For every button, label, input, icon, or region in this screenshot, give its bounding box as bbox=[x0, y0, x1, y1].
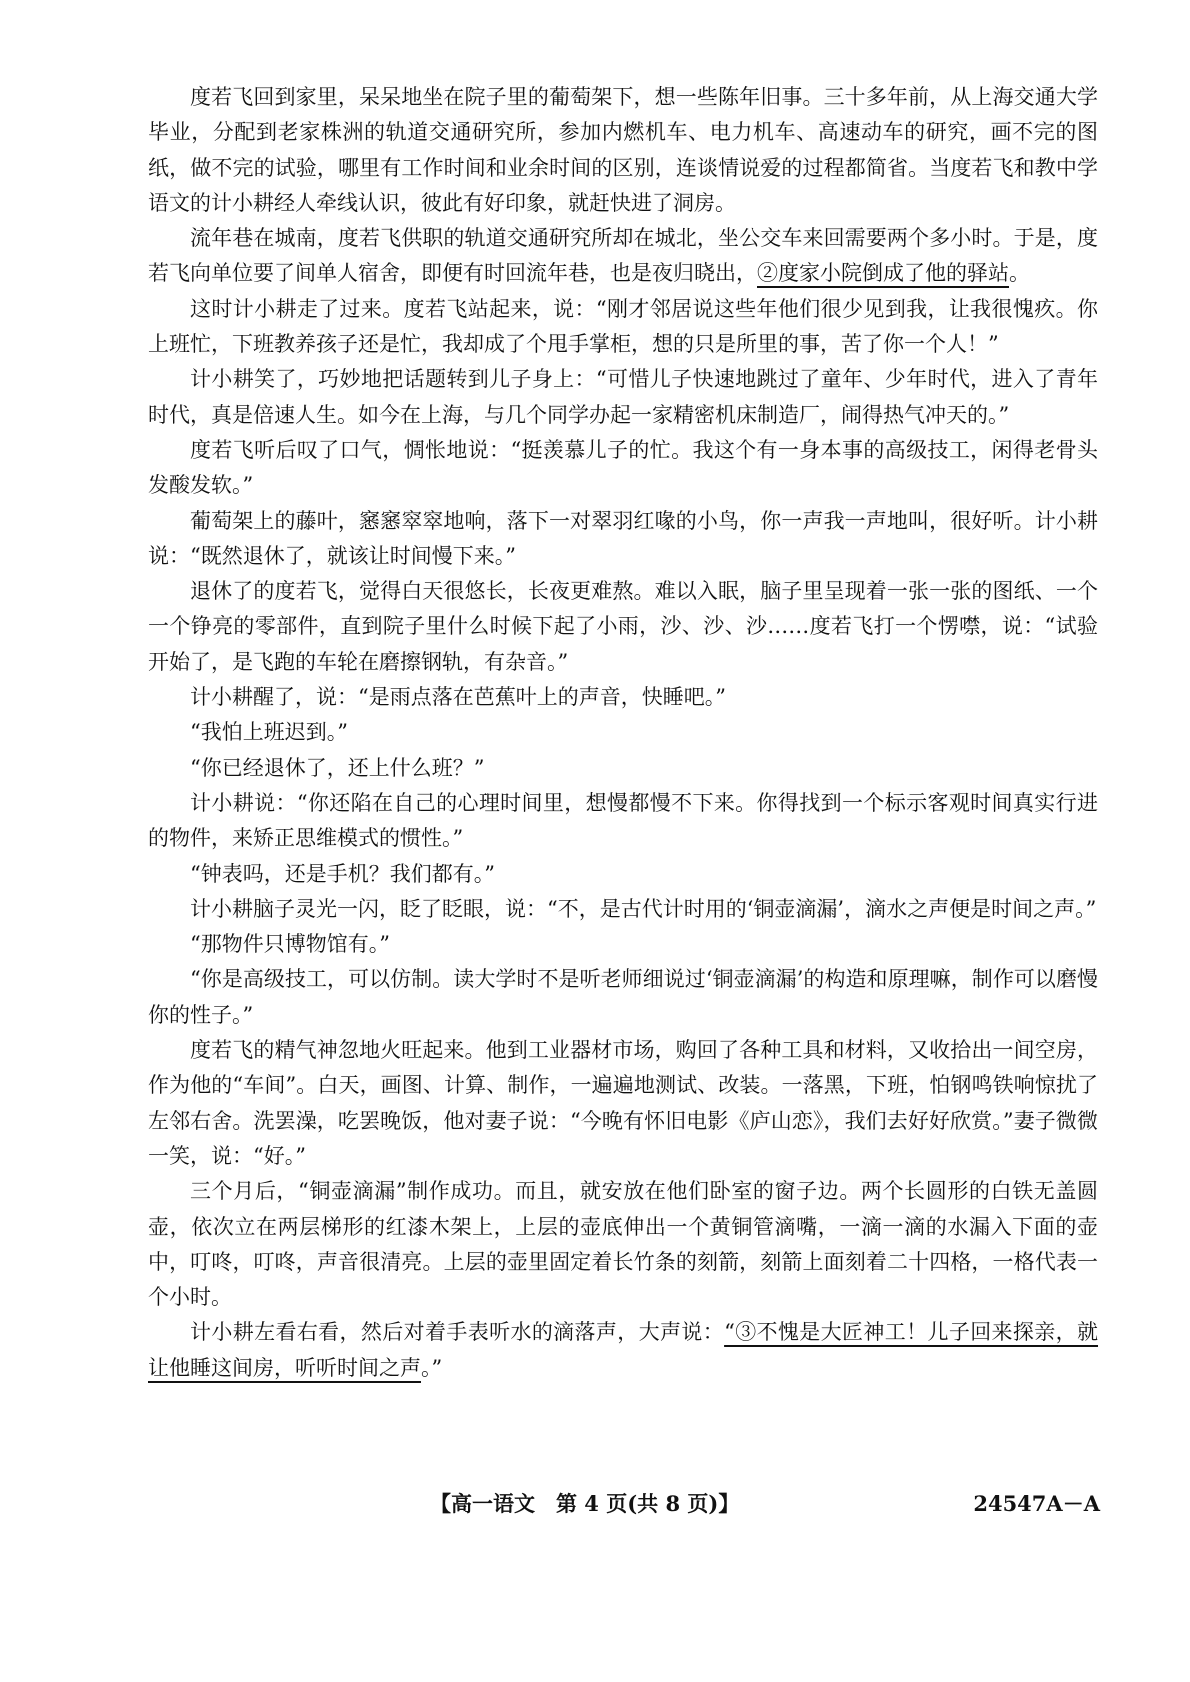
paragraph-2 bbox=[148, 221, 1098, 292]
paragraph-12: “钟表吗，还是手机？我们都有。” bbox=[190, 861, 495, 886]
paragraph-3: 这时计小耕走了过来。度若飞站起来，说：“刚才邻居说这些年他们很少见到我，让我很愧疚。你上班忙，下班教养孩子还是忙，我却成了个甩手掌柜，想的只是所里的事，苦了你一个人！” bbox=[148, 296, 1098, 357]
paragraph-6: 葡萄架上的藤叶，窸窸窣窣地响，落下一对翠羽红喙的小鸟，你一声我一声地叫，很好听。计小耕说：“既然退休了，就该让时间慢下来。” bbox=[148, 508, 1098, 568]
paragraph-5: 度若飞听后叹了口气，惆怅地说：“挺羡慕儿子的忙。我这个有一身本事的高级技工，闲得老骨头发酸发软。” bbox=[148, 437, 1098, 498]
paragraph-1: 度若飞回到家里，呆呆地坐在院子里的葡萄架下，想一些陈年旧事。三十多年前，从上海交通大学毕业，分配到老家株洲的轨道交通研究所，参加内燃机车、电力机车、高速动车的研究，画不完的图纸，做不完的试验，哪里有工作时间和业余时间的区别，连谈情说爱的过程都简省。当度若飞和教中学语文的计小耕经人牵线认识，彼此有好印象，就赶快进了洞房。 bbox=[148, 85, 1098, 215]
underlined-sentence-3: “③不愧是大匠神工！儿子回来探亲，就让他睡这间房，听听时间之声 bbox=[148, 1320, 1099, 1380]
paragraph-15: “你是高级技工，可以仿制。读大学时不是听老师细说过‘铜壶滴漏’的构造和原理嘛，制作可以磨慢你的性子。” bbox=[148, 967, 1098, 1027]
underlined-sentence-2: ②度家小院倒成了他的驿站 bbox=[757, 261, 1009, 286]
paragraph-11: 计小耕说：“你还陷在自己的心理时间里，想慢都慢不下来。你得找到一个标示客观时间真实行进的物件，来矫正思维模式的惯性。” bbox=[148, 790, 1098, 851]
paragraph-7: 退休了的度若飞，觉得白天很悠长，长夜更难熬。难以入眠，脑子里呈现着一张一张的图纸、一个一个铮亮的零部件，直到院子里什么时候下起了小雨，沙、沙、沙……度若飞打一个愣噤，说：“试验开始了，是飞跑的车轮在磨擦钢轨，有杂音。” bbox=[148, 579, 1098, 674]
paragraph-10: “你已经退休了，还上什么班？” bbox=[190, 755, 485, 780]
footer-subject-page: 【高一语文 第 4 页(共 8 页)】 bbox=[430, 1491, 740, 1516]
paragraph-16: 度若飞的精气神忽地火旺起来。他到工业器材市场，购回了各种工具和材料，又收拾出一间空房，作为他的“车间”。白天，画图、计算、制作，一遍遍地测试、改装。一落黑，下班，怕钢鸣铁响惊扰了左邻右舍。洗罢澡，吃罢晚饭，他对妻子说：“今晚有怀旧电影《庐山恋》，我们去好好欣赏。”妻子微微一笑，说：“好。” bbox=[148, 1038, 1098, 1168]
paragraph-8: 计小耕醒了，说：“是雨点落在芭蕉叶上的声音，快睡吧。” bbox=[190, 685, 726, 710]
paragraph-18-end: 。” bbox=[421, 1355, 443, 1380]
paragraph-2-end: 。 bbox=[1009, 261, 1030, 286]
paragraph-17: 三个月后，“铜壶滴漏”制作成功。而且，就安放在他们卧室的窗子边。两个长圆形的白铁无盖圆壶，依次立在两层梯形的红漆木架上，上层的壶底伸出一个黄铜管滴嘴，一滴一滴的水漏入下面的壶中，叮咚，叮咚，声音很清亮。上层的壶里固定着长竹条的刻箭，刻箭上面刻着二十四格，一格代表一个小时。 bbox=[148, 1179, 1098, 1310]
reading-passage bbox=[148, 80, 1098, 1386]
page-footer bbox=[0, 1488, 1190, 1528]
paragraph-18-text: 计小耕左看右看，然后对着手表听水的滴落声，大声说： bbox=[190, 1320, 725, 1345]
paragraph-18 bbox=[148, 1315, 1098, 1386]
paragraph-9: “我怕上班迟到。” bbox=[190, 720, 348, 745]
paragraph-13: 计小耕脑子灵光一闪，眨了眨眼，说：“不，是古代计时用的‘铜壶滴漏’，滴水之声便是时间之声。” bbox=[190, 896, 1097, 921]
footer-exam-code: 24547A－A bbox=[973, 1491, 1100, 1516]
paragraph-2-text: 流年巷在城南，度若飞供职的轨道交通研究所却在城北，坐公交车来回需要两个多小时。于是，度若飞向单位要了间单人宿舍，即便有时回流年巷，也是夜归晓出， bbox=[148, 226, 1098, 286]
paragraph-14: “那物件只博物馆有。” bbox=[190, 932, 390, 957]
paragraph-4: 计小耕笑了，巧妙地把话题转到儿子身上：“可惜儿子快速地跳过了童年、少年时代，进入了青年时代，真是倍速人生。如今在上海，与几个同学办起一家精密机床制造厂，闹得热气冲天的。” bbox=[148, 367, 1098, 427]
